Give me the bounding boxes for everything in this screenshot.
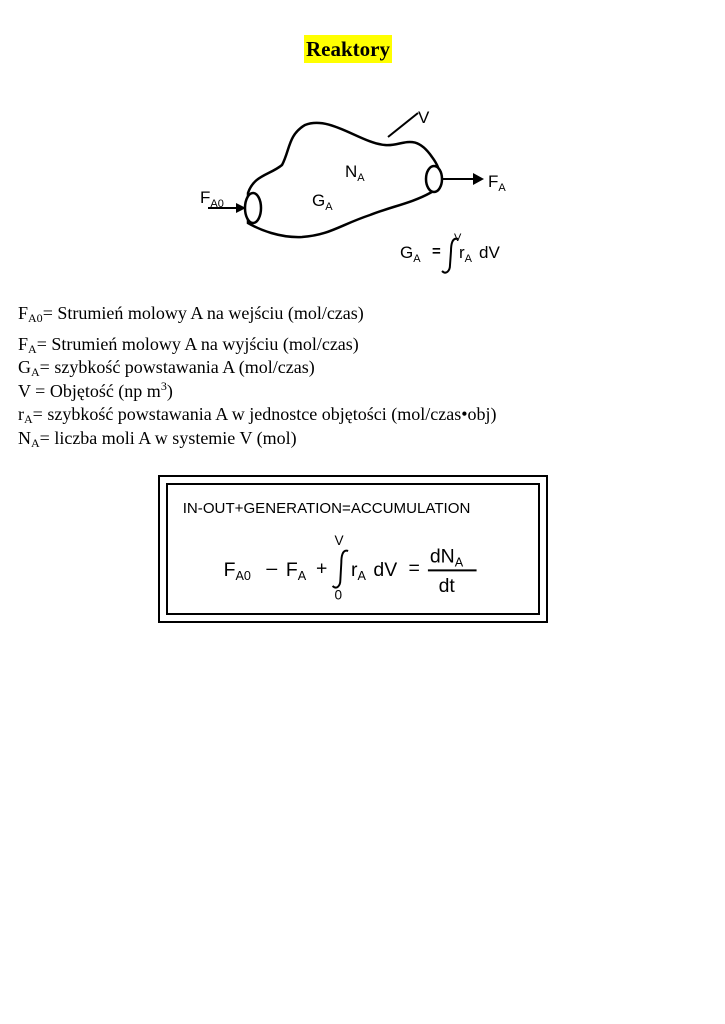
definition-na [18, 427, 708, 451]
def-superscript: 3 [160, 378, 167, 393]
label-v: V [418, 108, 430, 127]
eq-denominator: dt [438, 574, 455, 597]
formula-integrand: $r_A$ [459, 243, 473, 265]
eq-numerator: $dN_A$ [429, 545, 464, 570]
eq-upper-limit: V [334, 533, 344, 549]
label-fa: $F_A$ [488, 172, 506, 194]
label-ga: $G_A$ [312, 191, 333, 213]
def-symbol: V = Objętość (np m [18, 380, 161, 401]
eq-minus: – [266, 557, 278, 580]
label-na: $N_A$ [345, 162, 365, 184]
formula-equals: = [432, 243, 441, 260]
formula-lhs: $G_A$ [400, 243, 421, 265]
def-symbol: r [18, 404, 24, 424]
eq-plus: + [316, 557, 328, 580]
def-subscript: A0 [28, 311, 43, 325]
eq-lower-limit: 0 [334, 587, 343, 603]
outlet-port [426, 166, 442, 192]
def-subscript: A [24, 412, 33, 426]
reactor-diagram [190, 95, 530, 280]
eq-f-a0: $F_{A0}$ [223, 559, 251, 584]
eq-integrand: $r_A$ [351, 559, 366, 584]
eq-equals: = [408, 557, 420, 580]
definitions-list [18, 302, 708, 450]
def-text: = Strumień molowy A na wyjściu (mol/czas) [36, 333, 359, 354]
def-subscript: A [31, 365, 40, 379]
label-fa0: $F_{A0}$ [200, 188, 224, 210]
def-symbol: F [18, 303, 29, 323]
eq-differential: dV [373, 559, 398, 582]
def-text: = liczba moli A w systemie V (mol) [39, 427, 297, 448]
definition-v [18, 380, 708, 404]
definition-ra [18, 403, 708, 427]
definition-fa [18, 333, 708, 357]
def-text: ) [166, 380, 173, 401]
volume-pointer-line [388, 113, 418, 137]
def-symbol: G [18, 357, 31, 377]
inlet-port [245, 193, 261, 223]
def-text: = szybkość powstawania A (mol/czas) [39, 357, 315, 377]
generation-formula [400, 232, 500, 273]
def-text: = szybkość powstawania A w jednostce objętości (mol/czas•obj) [32, 404, 497, 424]
def-symbol: N [18, 427, 31, 448]
page-title: Reaktory [306, 37, 390, 61]
eq-f-a: $F_A$ [285, 559, 307, 584]
integral-sign-icon [333, 551, 349, 588]
def-subscript: A [31, 435, 40, 450]
definition-ga [18, 356, 708, 380]
def-symbol: F [18, 333, 29, 354]
definition-fa0 [18, 302, 708, 326]
mole-balance-equation [160, 477, 546, 621]
outlet-arrow-head [473, 173, 484, 185]
formula-upper-limit: V [454, 232, 462, 244]
def-text: = Strumień molowy A na wejściu (mol/czas) [42, 303, 364, 323]
mole-balance-box [158, 475, 548, 623]
def-subscript: A [28, 341, 37, 356]
balance-header: IN-OUT+GENERATION=ACCUMULATION [182, 500, 471, 517]
formula-differential: dV [479, 243, 500, 262]
